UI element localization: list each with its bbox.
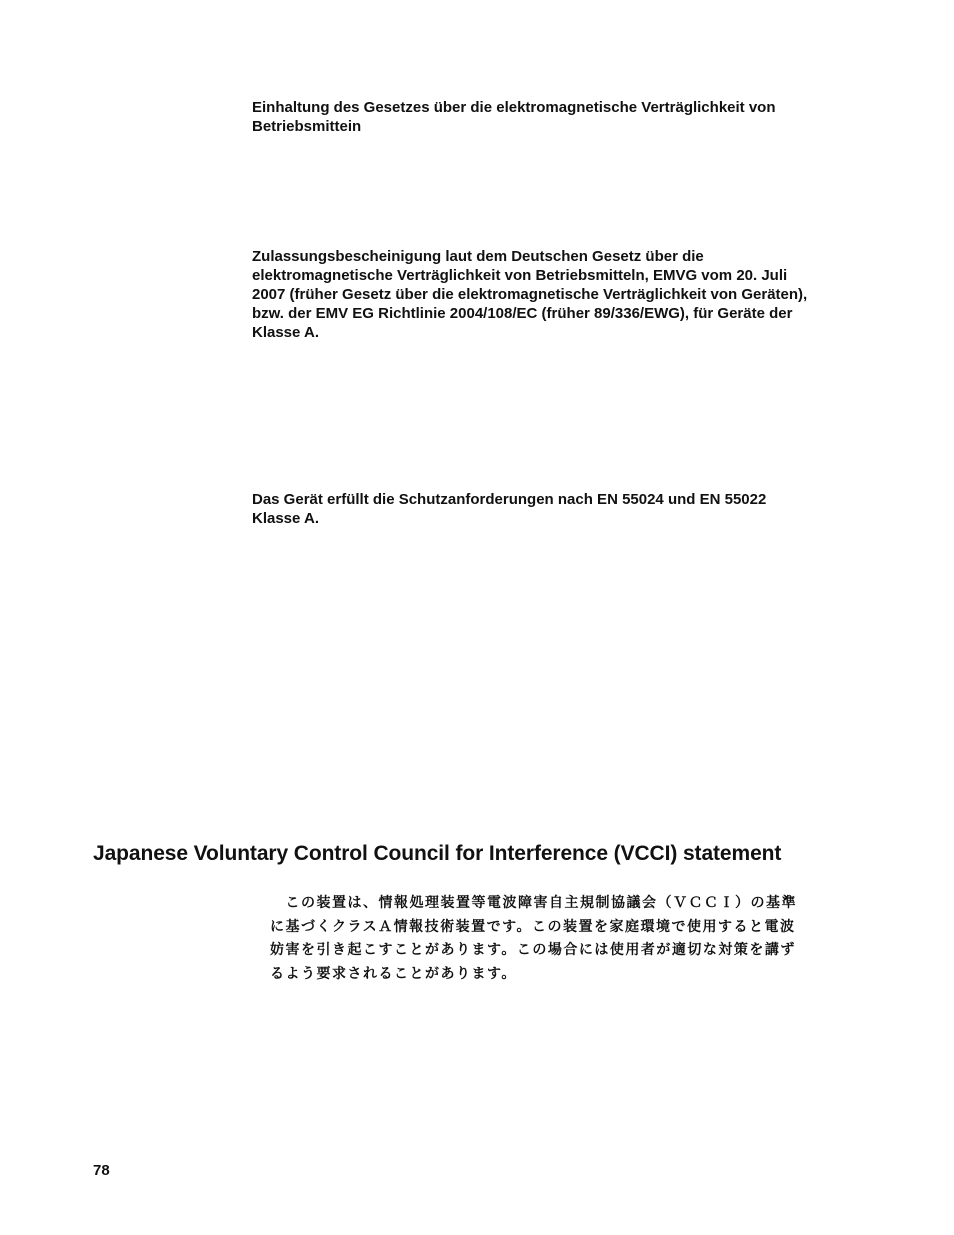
text-line: Betriebsmittein	[252, 118, 362, 135]
en-standards-paragraph	[252, 490, 852, 528]
emvg-approval-paragraph	[252, 247, 852, 342]
text-line: elektromagnetische Verträglichkeit von Betriebsmitteln, EMVG vom 20. Juli	[252, 267, 788, 284]
text-line: Klasse A.	[252, 324, 319, 341]
text-line: Klasse A.	[252, 510, 319, 527]
vcci-heading: Japanese Voluntary Control Council for Interference (VCCI) statement	[93, 842, 782, 865]
vcci-statement	[270, 892, 840, 986]
text-line: この装置は、情報処理装置等電波障害自主規制協議会（ＶＣＣＩ）の基準	[270, 895, 797, 911]
text-line: Das Gerät erfüllt die Schutzanforderungen nach EN 55024 und EN 55022	[252, 491, 767, 508]
text-line: Zulassungsbescheinigung laut dem Deutschen Gesetz über die	[252, 248, 704, 265]
text-line: るよう要求されることがあります。	[270, 965, 517, 982]
text-line: Einhaltung des Gesetzes über die elektromagnetische Verträglichkeit von	[252, 99, 776, 116]
text-line: 妨害を引き起こすことがあります。この場合には使用者が適切な対策を講ず	[270, 942, 796, 958]
text-line: 2007 (früher Gesetz über die elektromagnetische Verträglichkeit von Geräten),	[252, 286, 808, 303]
text-line: に基づくクラスＡ情報技術装置です。この装置を家庭環境で使用すると電波	[270, 918, 796, 935]
page-number: 78	[93, 1162, 110, 1179]
text-line: bzw. der EMV EG Richtlinie 2004/108/EC (früher 89/336/EWG), für Geräte der	[252, 305, 793, 322]
emvg-compliance-title	[252, 98, 852, 136]
